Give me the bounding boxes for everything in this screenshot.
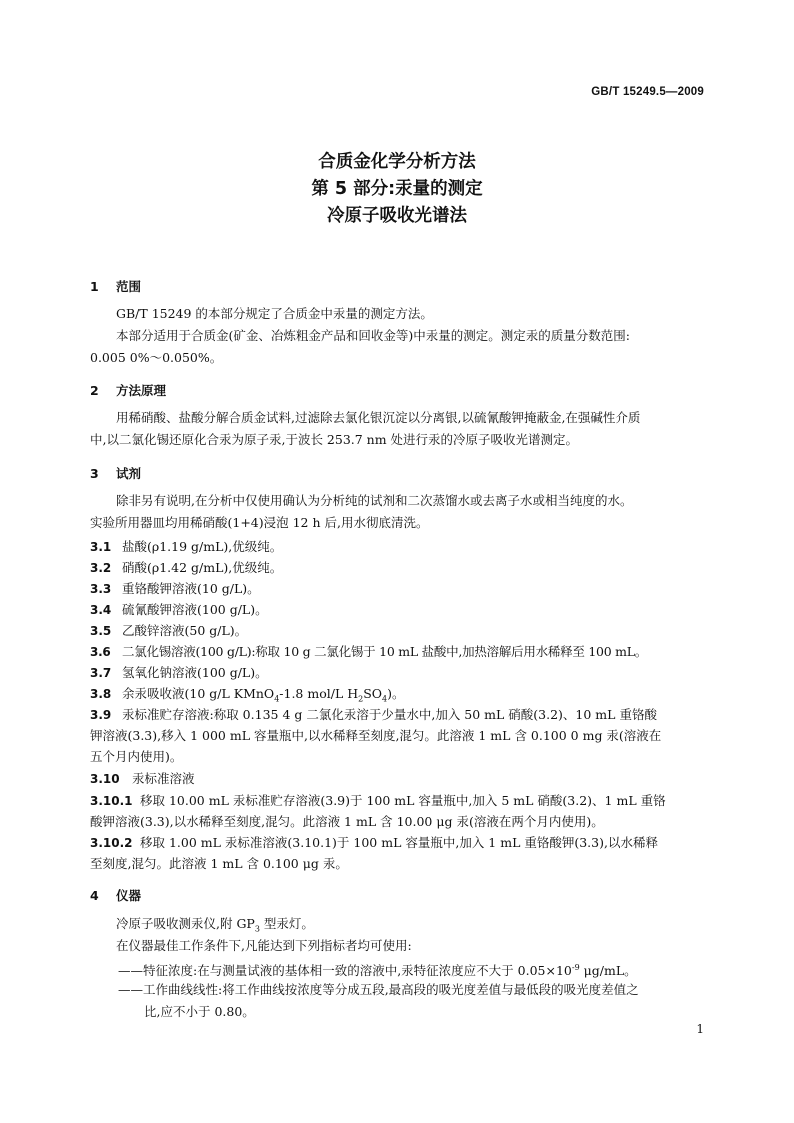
reagent-item-3-10-1 (90, 790, 706, 812)
text: ——特征浓度:在与测量试液的基体相一致的溶液中,汞特征浓度应不大于 0.05×10 (118, 963, 572, 979)
s4-dash-item-2: ——工作曲线线性:将工作曲线按浓度等分成五段,最高段的吸光度差值与最低段的吸光度差值之 (118, 982, 639, 997)
section-title: 试剂 (116, 466, 142, 481)
section-4-heading (90, 886, 141, 904)
reagent-item (90, 557, 706, 579)
item-text: 汞标准溶液 (132, 771, 195, 786)
text: μg/mL。 (579, 963, 637, 979)
item-number: 3.10 (90, 772, 120, 786)
item-number: 3.9 (90, 708, 112, 722)
item-number: 3.2 (90, 561, 112, 575)
section-number: 1 (90, 279, 99, 294)
subscript: 2 (358, 694, 364, 704)
item-number: 3.4 (90, 603, 112, 617)
item-number: 3.6 (90, 645, 111, 659)
item-number: 3.10.2 (90, 836, 133, 850)
item-text: -1.8 mol/L H (279, 686, 359, 701)
section-title: 方法原理 (116, 383, 167, 398)
item-text: 硝酸(ρ1.42 g/mL),优级纯。 (122, 560, 283, 575)
reagent-item-3-10-2 (90, 832, 706, 854)
s1-paragraph-2-line-2: 0.005 0%～0.050%。 (90, 350, 223, 365)
item-number: 3.10.1 (90, 794, 133, 808)
s3-intro-line-2: 实验所用器皿均用稀硝酸(1+4)浸泡 12 h 后,用水彻底清洗。 (90, 515, 429, 530)
document-title (0, 149, 794, 230)
section-number: 3 (90, 466, 99, 481)
reagent-item-3-9 (90, 704, 706, 726)
superscript: -9 (571, 963, 580, 972)
reagent-item-3-9-line-3: 五个月内使用)。 (90, 749, 183, 764)
item-text: 硫氰酸钾溶液(100 g/L)。 (122, 602, 268, 617)
page-number: 1 (696, 1022, 704, 1036)
s4-dash-item-2-line-2: 比,应不小于 0.80。 (144, 1004, 255, 1019)
item-number: 3.8 (90, 687, 112, 701)
item-text: 余汞吸收液(10 g/L KMnO (122, 686, 275, 701)
standard-code: GB/T 15249.5—2009 (591, 86, 704, 98)
title-line-2: 第 5 部分:汞量的测定 (311, 179, 483, 199)
title-line-1: 合质金化学分析方法 (318, 152, 476, 172)
item-number: 3.1 (90, 540, 112, 554)
section-number: 4 (90, 888, 99, 903)
subscript: 4 (274, 694, 280, 704)
item-text: 二氯化锡溶液(100 g/L):称取 10 g 二氯化锡于 10 mL 盐酸中,加热溶解后用水稀释至 100 mL。 (122, 644, 648, 659)
item-text: )。 (387, 686, 405, 701)
text: 冷原子吸收测汞仪,附 GP (116, 916, 255, 931)
item-text: 乙酸锌溶液(50 g/L)。 (122, 623, 248, 638)
s3-intro-line-1: 除非另有说明,在分析中仅使用确认为分析纯的试剂和二次蒸馏水或去离子水或相当纯度的水。 (116, 493, 633, 508)
s2-paragraph-line-2: 中,以二氯化锡还原化合汞为原子汞,于波长 253.7 nm 处进行汞的冷原子吸收光谱测定。 (90, 432, 579, 447)
reagent-item (90, 599, 706, 621)
section-1-heading (90, 277, 141, 295)
reagent-item-3-10 (90, 768, 706, 790)
text: 型汞灯。 (259, 916, 314, 931)
reagent-item-3-9-line-2: 钾溶液(3.3),移入 1 000 mL 容量瓶中,以水稀释至刻度,混匀。此溶液 1 mL 含 0.100 0 mg 汞(溶液在 (90, 728, 662, 743)
reagent-item-3-10-1-line-2: 酸钾溶液(3.3),以水稀释至刻度,混匀。此溶液 1 mL 含 10.00 μg 汞(溶液在两个月内使用)。 (90, 814, 604, 829)
s1-paragraph-1: GB/T 15249 的本部分规定了合质金中汞量的测定方法。 (116, 306, 433, 321)
section-title: 范围 (116, 279, 142, 294)
item-text: 盐酸(ρ1.19 g/mL),优级纯。 (122, 539, 283, 554)
subscript: 4 (382, 694, 388, 704)
section-number: 2 (90, 383, 99, 398)
reagent-item-3-10-2-line-2: 至刻度,混匀。此溶液 1 mL 含 0.100 μg 汞。 (90, 856, 348, 871)
item-number: 3.7 (90, 666, 112, 680)
s2-paragraph-line-1: 用稀硝酸、盐酸分解合质金试料,过滤除去氯化银沉淀以分离银,以硫氰酸钾掩蔽金,在强碱性介质 (116, 410, 641, 425)
reagent-item (90, 620, 706, 642)
s1-paragraph-2-line-1: 本部分适用于合质金(矿金、冶炼粗金产品和回收金等)中汞量的测定。测定汞的质量分数范围: (116, 328, 630, 343)
item-number: 3.5 (90, 624, 112, 638)
reagent-item (90, 641, 706, 663)
item-text: SO (363, 686, 383, 701)
item-text: 移取 1.00 mL 汞标准溶液(3.10.1)于 100 mL 容量瓶中,加入 1 mL 重铬酸钾(3.3),以水稀释 (140, 835, 658, 850)
section-3-heading (90, 464, 141, 482)
section-2-heading (90, 381, 166, 399)
s4-paragraph-2: 在仪器最佳工作条件下,凡能达到下列指标者均可使用: (116, 938, 412, 953)
item-text: 移取 10.00 mL 汞标准贮存溶液(3.9)于 100 mL 容量瓶中,加入 5 mL 硝酸(3.2)、1 mL 重铬 (140, 793, 666, 808)
item-text: 重铬酸钾溶液(10 g/L)。 (122, 581, 260, 596)
reagent-item (90, 536, 706, 558)
item-text: 氢氧化钠溶液(100 g/L)。 (122, 665, 268, 680)
item-text: 汞标准贮存溶液:称取 0.135 4 g 二氯化汞溶于少量水中,加入 50 mL 硝酸(3.2)、10 mL 重铬酸 (122, 707, 657, 722)
section-title: 仪器 (116, 888, 142, 903)
title-line-3: 冷原子吸收光谱法 (327, 206, 467, 226)
reagent-item (90, 578, 706, 600)
reagent-item (90, 662, 706, 684)
item-number: 3.3 (90, 582, 112, 596)
subscript: 3 (254, 924, 260, 934)
